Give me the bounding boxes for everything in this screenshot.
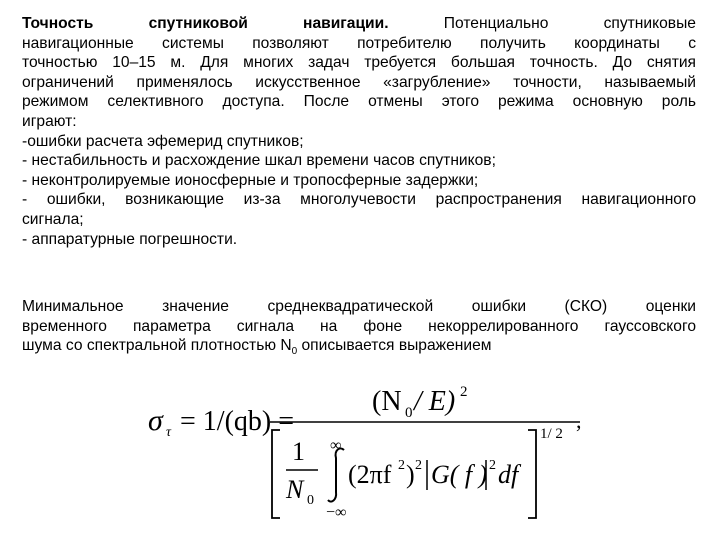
integrand-close: ) [406,460,415,489]
list-item-multipath: - ошибки, возникающие из-за многолучевости распространения навигационного [22,191,696,209]
integral-sign [328,448,344,501]
heading-word-1: Точность [22,15,94,32]
subscript-zero: 0 [291,346,298,358]
paragraph-rms [22,297,696,356]
formula-rms-error [140,380,620,525]
tau-subscript: τ [166,425,172,440]
inner-N-sub: 0 [307,493,314,508]
df-term: df [498,460,519,489]
text-fragment-end: описывается выражением [297,337,492,355]
text-line-rms-3 [22,336,696,356]
list-item-hardware: - аппаратурные погрешности. [22,230,238,248]
abs-power: 2 [489,458,496,473]
text-line-6: играют: [22,112,77,130]
text-line-rms-2: временного параметра сигнала на фоне некоррелированного гауссовского [22,317,696,335]
inner-one: 1 [292,437,305,466]
inner-N: N [286,475,304,504]
left-bracket [272,430,280,518]
heading-word-2: спутниковой [148,15,248,32]
list-item-multipath-cont: сигнала; [22,210,84,228]
integral-upper-limit: ∞ [330,437,342,454]
sigma-symbol: σ [148,404,163,437]
text-line-1 [22,14,696,34]
numerator-power: 2 [460,384,468,400]
integrand-pow-outer: 2 [415,458,422,473]
integrand-pow-inner: 2 [398,458,405,473]
right-bracket [528,430,536,518]
formula-svg [140,380,620,525]
numerator-sub: 0 [405,405,413,421]
abs-G: G( f ) [431,460,488,489]
numerator-open: (N [372,386,402,417]
text-line-3: точностью 10–15 м. Для многих задач требуется большая точность. До снятия [22,54,696,72]
lhs-equals: = 1/(qb) = [180,406,295,437]
text-line-2: навигационные системы позволяют потребителю получить координаты с [22,34,696,52]
list-item-delays: - неконтролируемые ионосферные и тропосферные задержки; [22,171,479,189]
heading-word-3: навигации. [303,15,389,32]
numerator-rest: / E) [414,386,456,417]
list-item-ephemeris: -ошибки расчета эфемерид спутников; [22,132,304,150]
list-item-clock: - нестабильность и расхождение шкал времени часов спутников; [22,152,496,170]
text-line-4: ограничений применялось искусственное «загрубление» точности, называемый [22,73,696,91]
text-line-rms-1: Минимальное значение среднеквадратической ошибки (СКО) оценки [22,298,696,315]
text-fragment: шума со спектральной плотностью N [22,337,292,355]
trailing-comma: , [576,408,582,433]
integrand-open: (2πf [348,460,392,489]
paragraph-accuracy [22,14,696,249]
line-word-4: Потенциально [443,15,549,32]
integral-lower-limit: −∞ [326,504,347,521]
outer-power: 1/ 2 [540,426,563,442]
line-word-5: спутниковые [603,15,696,32]
text-line-5: режимом селективного доступа. После отмены этого режима основную роль [22,93,696,111]
